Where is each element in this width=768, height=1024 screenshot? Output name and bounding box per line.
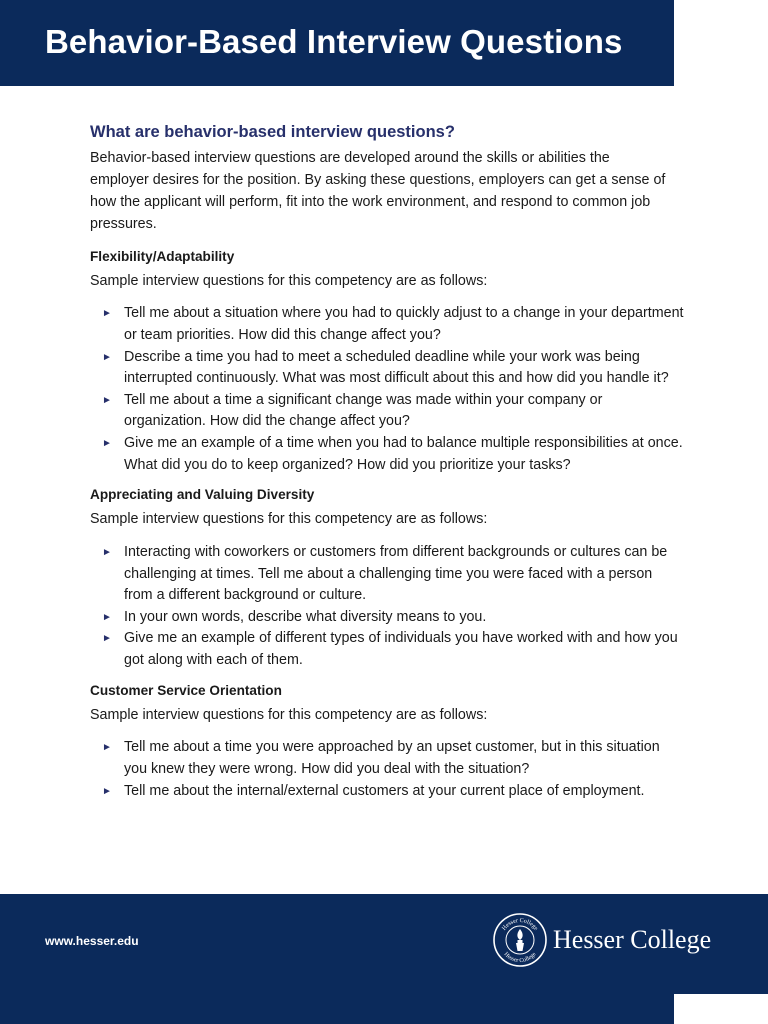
- triangle-bullet-icon: ►: [102, 633, 112, 645]
- section-diversity: [90, 484, 690, 671]
- triangle-bullet-icon: ►: [102, 351, 112, 363]
- page-title: Behavior-Based Interview Questions: [45, 23, 623, 60]
- question-list: [90, 303, 690, 476]
- list-item-text: Give me an example of a time when you had to balance multiple responsibilities at once. What did you do to keep organized? How did you prioritize your tasks?: [124, 434, 683, 473]
- seal-text-bottom: Hesser College: [502, 951, 538, 965]
- list-item: [90, 628, 684, 671]
- list-item: [90, 781, 684, 803]
- list-item-text: Tell me about a time you were approached by an upset customer, but in this situation you knew they were wrong. How did you deal with the situation?: [124, 739, 660, 777]
- header-banner: [0, 0, 674, 86]
- list-item: [90, 303, 684, 346]
- list-item-text: Give me an example of different types of individuals you have worked with and how you got along with each of them.: [124, 630, 678, 668]
- section-customer-service: [90, 680, 690, 803]
- section-title: Appreciating and Valuing Diversity: [90, 487, 315, 503]
- section-lead: Sample interview questions for this competency are as follows:: [90, 511, 488, 528]
- list-item: [90, 607, 684, 629]
- list-item-text: In your own words, describe what diversity means to you.: [124, 608, 487, 625]
- main-content: [90, 122, 690, 810]
- list-item-text: Tell me about the internal/external customers at your current place of employment.: [124, 782, 645, 799]
- triangle-bullet-icon: ►: [102, 785, 112, 797]
- section-title: Customer Service Orientation: [90, 682, 282, 698]
- section-flexibility: [90, 246, 690, 477]
- website-link[interactable]: www.hesser.edu: [45, 934, 139, 948]
- triangle-bullet-icon: ►: [102, 546, 112, 558]
- intro-heading: What are behavior-based interview questions?: [90, 123, 455, 141]
- list-item: [90, 347, 684, 390]
- list-item-text: Interacting with coworkers or customers from different backgrounds or cultures can be challenging at times. Tell me about a challenging time you were faced with a person from a different background or culture.: [124, 543, 668, 604]
- footer-banner: [0, 894, 768, 1024]
- section-lead: Sample interview questions for this competency are as follows:: [90, 706, 488, 723]
- footer-corner-cutout: [674, 994, 768, 1024]
- list-item-text: Tell me about a situation where you had to quickly adjust to a change in your department or team priorities. How did this change affect you?: [124, 305, 684, 344]
- list-item-text: Tell me about a time a significant change was made within your company or organization. How did the change affect you?: [124, 391, 603, 430]
- section-title: Flexibility/Adaptability: [90, 248, 235, 264]
- triangle-bullet-icon: ►: [102, 437, 112, 449]
- list-item: [90, 433, 684, 476]
- intro-body: Behavior-based interview questions are developed around the skills or abilities the employer desires for the position. By asking these questions, employers can get a sense of how the applicant will perform, fit into the work environment, and respond to common job pressures.: [90, 150, 666, 232]
- triangle-bullet-icon: ►: [102, 308, 112, 320]
- list-item: [90, 737, 684, 780]
- list-item: [90, 542, 684, 607]
- triangle-bullet-icon: ►: [102, 611, 112, 623]
- list-item-text: Describe a time you had to meet a scheduled deadline while your work was being interrupted continuously. What was most difficult about this and how did you handle it?: [124, 348, 669, 387]
- hesser-college-seal-icon: [492, 912, 548, 968]
- college-name: Hesser College: [553, 925, 712, 954]
- section-lead: Sample interview questions for this competency are as follows:: [90, 272, 488, 289]
- list-item: [90, 390, 684, 433]
- question-list: [90, 542, 690, 672]
- triangle-bullet-icon: ►: [102, 394, 112, 406]
- seal-text-top: Hesser College: [501, 917, 539, 932]
- triangle-bullet-icon: ►: [102, 742, 112, 754]
- question-list: [90, 737, 690, 802]
